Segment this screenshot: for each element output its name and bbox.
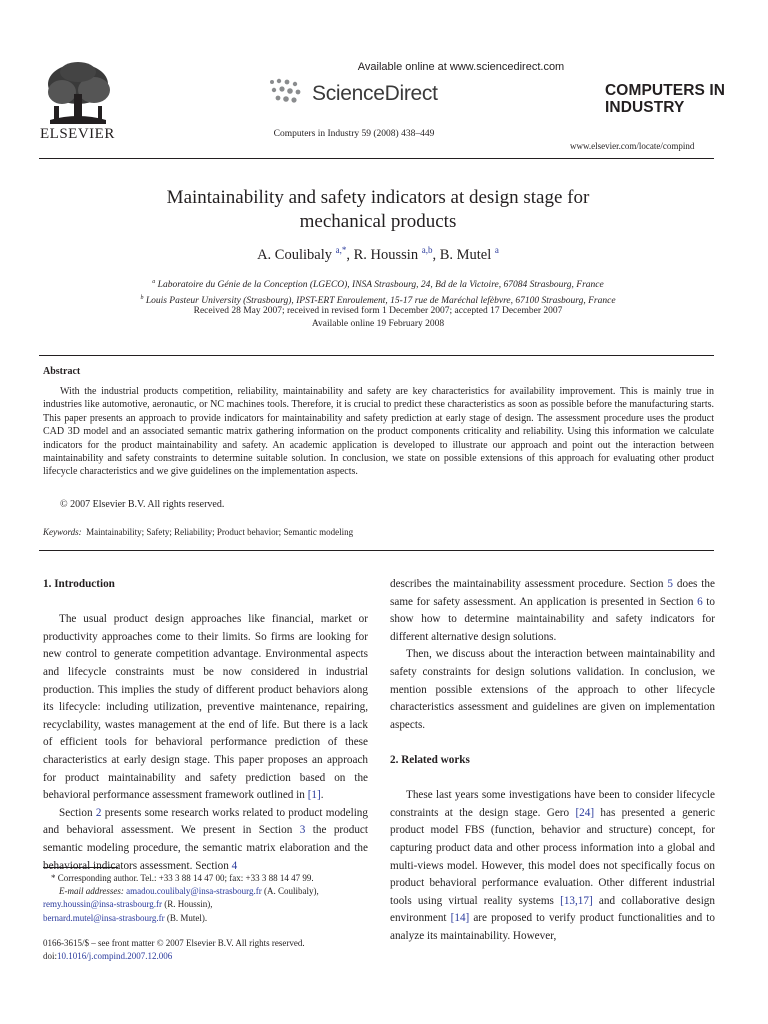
publisher-name: ELSEVIER [40,126,115,142]
citation-link[interactable]: [13,17] [560,894,593,907]
paragraph-text: and collaborative design environment [390,894,715,925]
left-column [43,576,368,875]
paragraph-text: the product semantic modeling procedure, the semantic matrix elaboration and the behavioral indicators assessment. Section [43,824,369,872]
abstract-text: With the industrial products competition, reliability, maintainability and safety are key characteristics for availability improvement. This is mainly true in industries like automotive, aeronautic, or NC machines tools. Therefore, it is crucial to predict these characteristics as soon as possible before the manufacturing starts. This paper presents an approach to provide indicators for maintainability and safety prediction at early stage of design. The assessment procedure uses the product CAD 3D model and an associated semantic matrix gathering information on the product components criticality and reliability. Using this information we calculate indicators for the product maintainability and safety. An academic application is developed to illustrate our approach and point out the interaction between maintainability and safety constraints to determine suitable solution. In conclusion, we state on possible extensions of this approach for evaluating other product lifecycle characteristics and we give guidelines on the implementation aspects. [43,386,714,478]
section-heading-introduction: 1. Introduction [43,578,115,590]
citation-link[interactable]: [14] [450,912,470,925]
email-link[interactable]: remy.houssin@insa-strasbourg.fr [43,899,163,910]
paragraph-text: to show how to determine maintainability and safety indicators for different alternative design solutions. [390,595,716,643]
author-name: A. Coulibaly [257,246,332,263]
paragraph-text: has presented a generic product model FBS (function, behavior and structure) concept, for capturing product data and other process information into a global and multi-views model. However, this model does not specifically focus on product behavioral performance evaluation. Other different industrial tools using virtual reality systems [390,806,715,907]
journal-title-line2: INDUSTRY [605,99,685,116]
paragraph-text: presents some research works related to product modeling and behavioral assessment. We present in Section [43,806,368,837]
issn-line: 0166-3615/$ – see front matter © 2007 Elsevier B.V. All rights reserved. [43,938,305,948]
email-link[interactable]: bernard.mutel@insa-strasbourg.fr [43,912,165,923]
available-date: Available online 19 February 2008 [311,319,445,329]
email-label: E-mail addresses: [59,886,124,897]
email-owner: (B. Mutel). [166,912,208,923]
paragraph-text: These last years some investigations have been to consider lifecycle constraints at the design stage. Gero [390,789,715,819]
affiliation-text: Laboratoire du Génie de la Conception (LGECO), INSA Strasbourg, 24, Bd de la Victoire, 67084 Strasbourg, France [157,280,604,291]
journal-url[interactable]: www.elsevier.com/locate/compind [570,141,695,151]
journal-reference: Computers in Industry 59 (2008) 438–449 [273,129,435,139]
citation-link[interactable]: [24] [575,806,595,819]
abstract-copyright: © 2007 Elsevier B.V. All rights reserved. [60,499,225,510]
affiliation-marker: b [140,295,144,302]
doi-link[interactable]: 10.1016/j.compind.2007.12.006 [57,951,173,962]
available-online: Available online at www.sciencedirect.com [357,61,565,73]
footnotes [43,872,373,925]
section-link[interactable]: 6 [697,595,703,608]
body-paragraph [390,576,715,646]
body-paragraph [390,787,715,945]
paragraph-text: . [320,789,324,802]
sciencedirect-logo: ScienceDirect [312,82,438,105]
author-name: B. Mutel [439,246,492,263]
article-dates [40,305,716,331]
section-link[interactable]: 3 [299,824,306,837]
received-dates: Received 28 May 2007; received in revised form 1 December 2007; accepted 17 December 2007 [193,306,563,316]
section-heading-related-works: 2. Related works [390,753,470,766]
abstract-bottom-divider [39,550,714,551]
email-line [43,912,373,925]
keywords-label: Keywords: [43,527,82,537]
affiliations [40,276,716,308]
email-owner: (A. Coulibaly), [264,886,319,897]
section-link[interactable]: 5 [667,578,673,590]
email-addresses [43,885,373,898]
article-title-line2: mechanical products [299,211,457,232]
intro-paragraph [43,805,368,875]
author-affiliation-link[interactable]: a,* [335,245,347,255]
article-title-line1: Maintainability and safety indicators at design stage for [166,187,590,208]
affiliation-marker: a [152,279,156,285]
article-title [40,186,716,234]
doi-label: doi: [43,951,58,962]
affiliation [40,276,716,292]
email-owner: (R. Houssin), [164,899,213,910]
section-link[interactable]: 4 [231,859,238,872]
paragraph-text: Section [59,806,96,819]
paragraph-text: does the same for safety assessment. An application is presented in Section [390,578,715,608]
author-affiliation-link[interactable]: a,b [421,245,433,255]
issn-doi [43,937,373,964]
paragraph-text: The usual product design approaches like financial, market or productivity approaches come to their limits. So firms are looking for new control to generate competition advantage. Environmental aspects and lifecycle constraints must be now considered in industrial production. This implies the study of different product behaviors along its lifecycle: including utilization, preventive maintenance, repairing, recyclability, wastes management at the end of life. But there is a lack of efficient tools for behavioral performance prediction of these characteristics at early design stage. This paper proposes an approach for product maintainability and safety prediction based on the behavioral performance assessment framework outlined in [43,613,368,802]
email-link[interactable]: amadou.coulibaly@insa-strasbourg.fr [126,886,262,897]
author-list: A. Coulibaly $^{a,*}$, R. Houssin $^{a,b}$, B. Mutel $^a$ [257,245,499,263]
right-column [390,576,715,945]
author-affiliation-link[interactable]: a [494,245,499,255]
doi-line [43,950,373,963]
section-link[interactable]: 2 [95,806,102,819]
paragraph-text: are proposed to verify product functionalities and to analyze its maintainability. However, [390,912,715,942]
sciencedirect-dots-icon [268,78,304,106]
keywords [43,527,353,537]
affiliation-text: Louis Pasteur University (Strasbourg), IPST-ERT Enroulement, 15-17 rue de Maréchal lefèbvre, 67100 Strasbourg, France [145,296,616,307]
keywords-text: Maintainability; Safety; Reliability; Product behavior; Semantic modeling [86,527,354,537]
author-name: R. Houssin [353,246,419,263]
intro-paragraph [43,611,368,805]
citation-link[interactable]: [1] [307,789,321,802]
email-line [43,898,373,911]
journal-title [605,82,725,116]
abstract-top-divider [39,355,714,356]
abstract-heading: Abstract [43,366,81,377]
header-divider [39,158,714,159]
body-paragraph: Then, we discuss about the interaction between maintainability and safety constraints for design solutions validation. In conclusion, we mention possible extensions of the approach to other lifecycle characteristics assessment and guidelines are given on implementation aspects. [390,648,715,731]
journal-title-line1: COMPUTERS IN [605,82,726,99]
paragraph-text: describes the maintainability assessment procedure. Section [390,578,668,590]
footnote-divider [43,867,118,868]
corresponding-author-note: * Corresponding author. Tel.: +33 3 88 14 47 00; fax: +33 3 88 14 47 99. [51,873,314,883]
